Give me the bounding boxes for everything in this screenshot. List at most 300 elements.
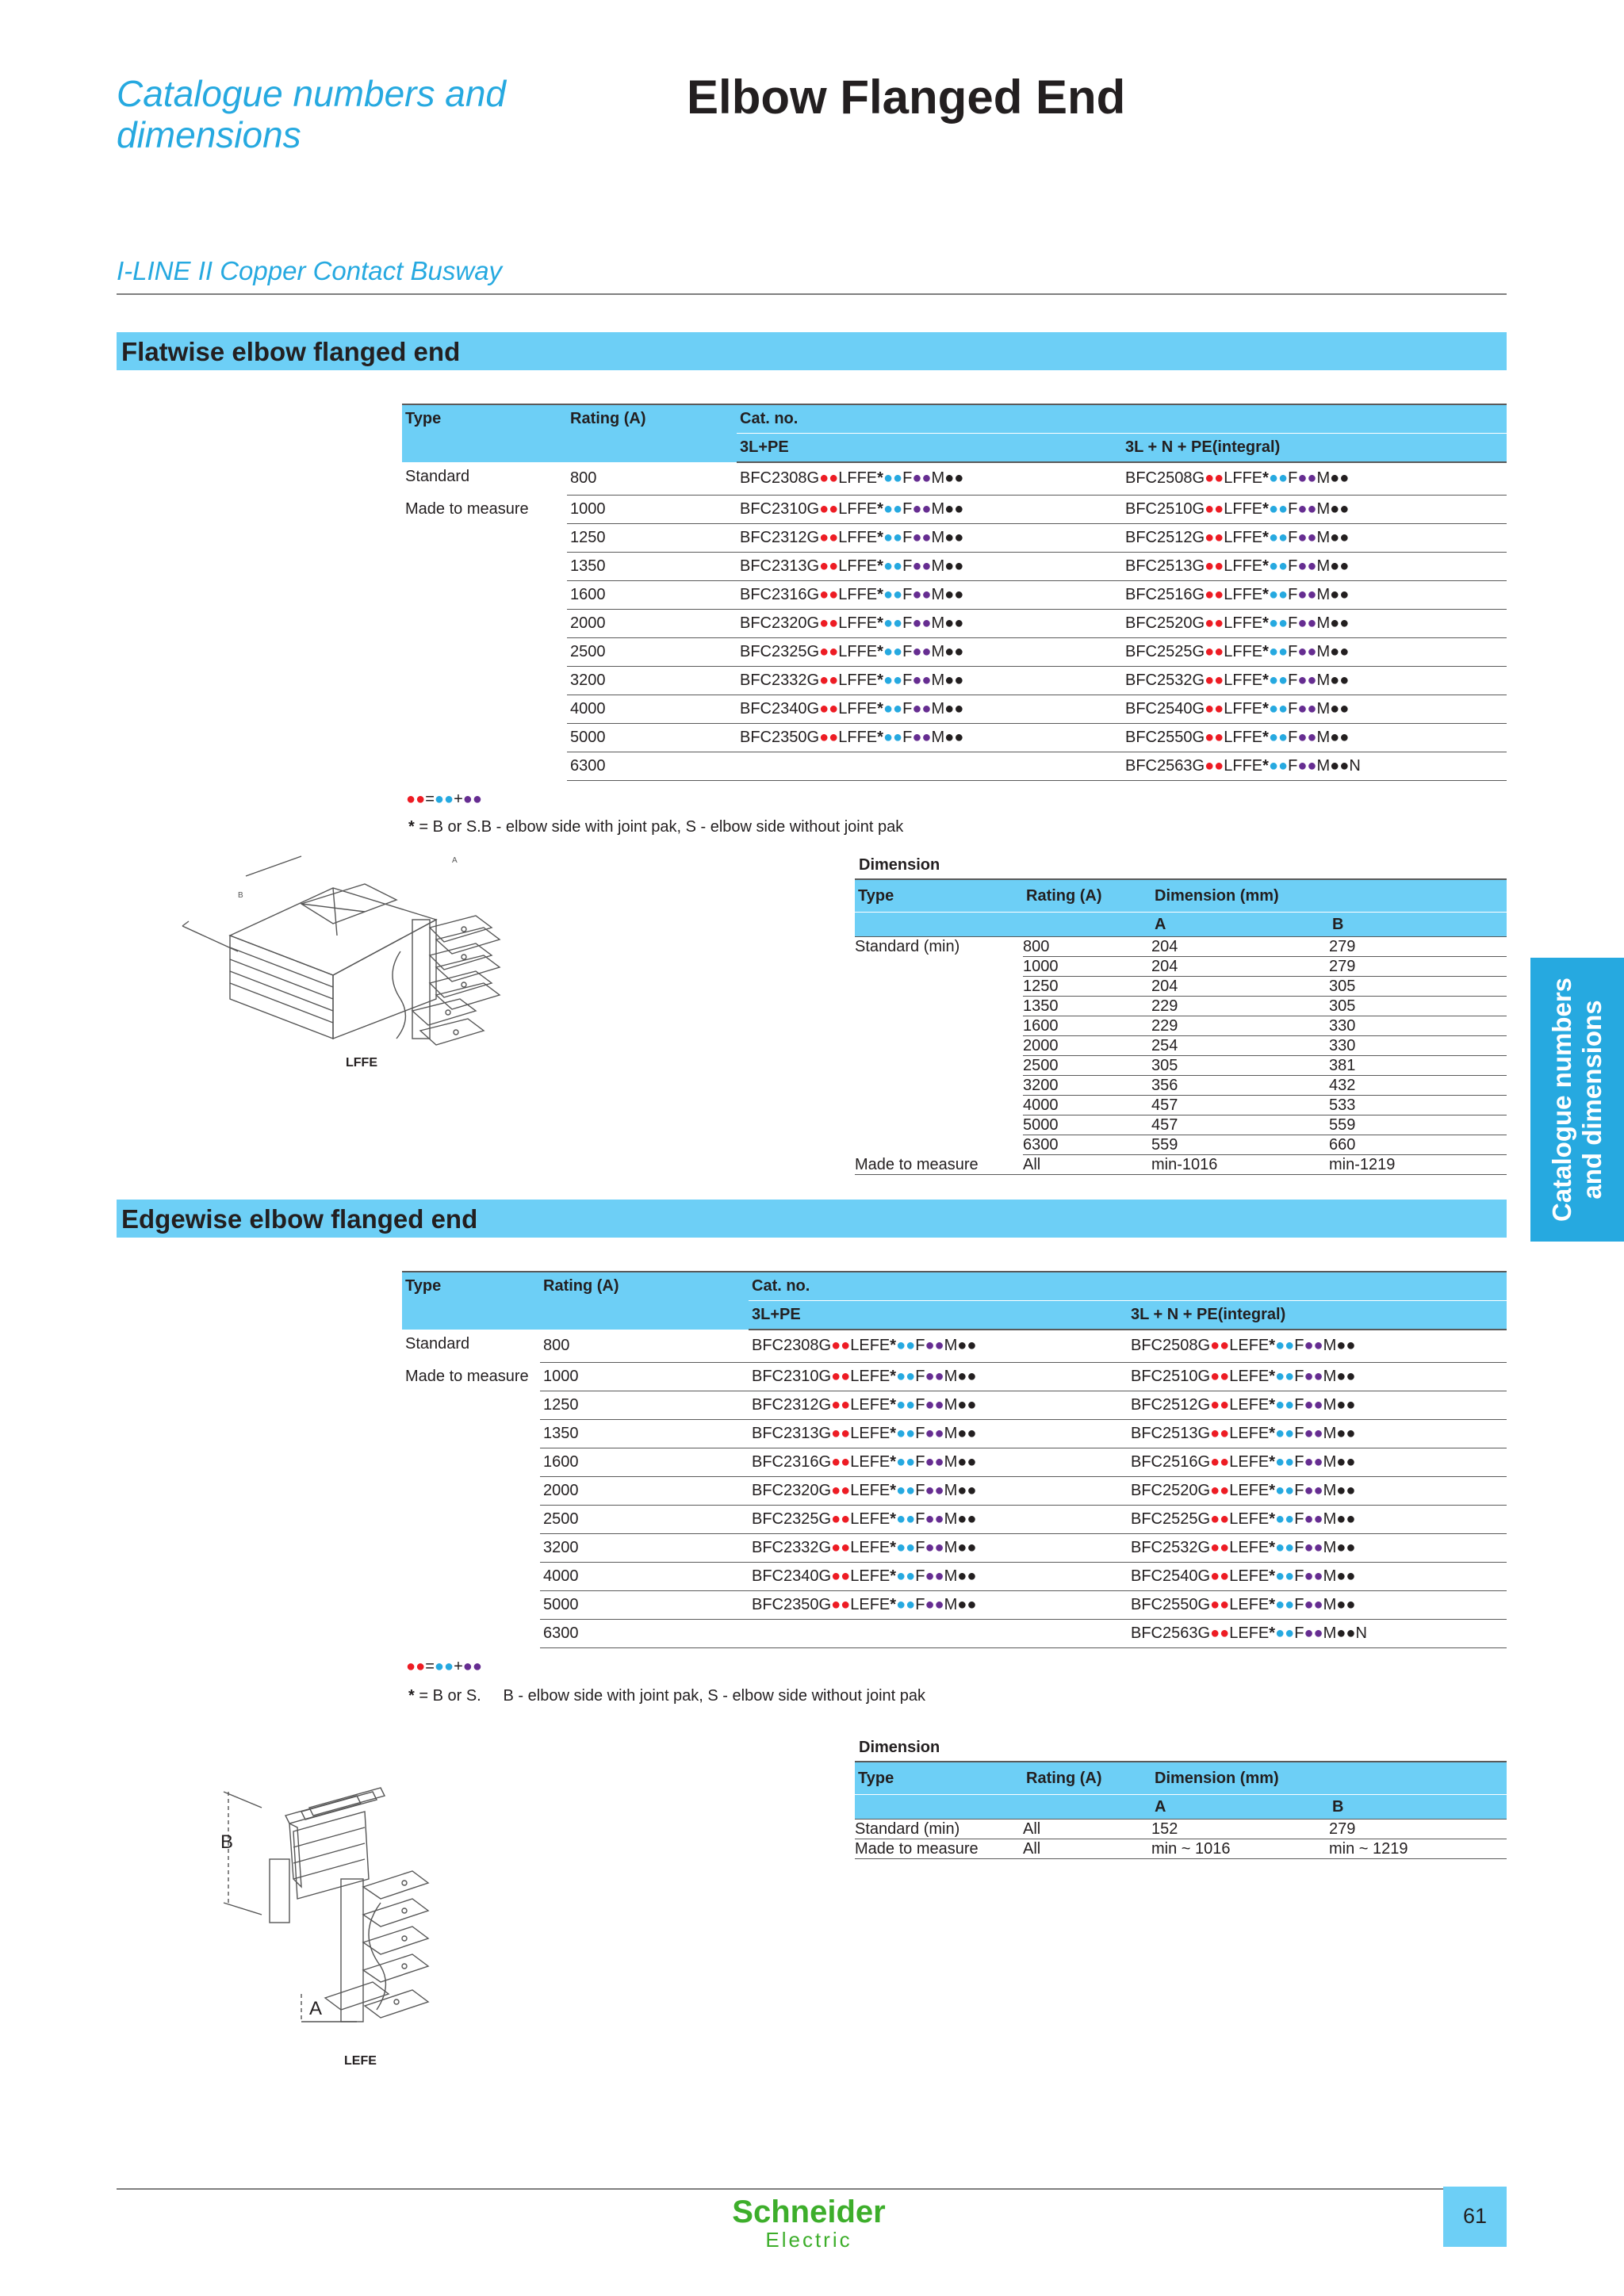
cat-prefix: BFC2563G xyxy=(1125,756,1205,775)
catalogue-number: BFC2512G●●LFFE*●●F●●M●● xyxy=(1125,528,1350,546)
cat-prefix: BFC2312G xyxy=(752,1395,832,1414)
dim-a: min-1016 xyxy=(1151,1155,1329,1175)
col-catno: Cat. no. xyxy=(749,1272,1507,1301)
table-row xyxy=(402,1419,1507,1448)
dim-rating: 1000 xyxy=(1023,957,1151,977)
dim-b: 381 xyxy=(1329,1056,1507,1076)
catno-3lpe-cell xyxy=(749,1362,1128,1391)
cat-code: LFFE xyxy=(1224,585,1263,603)
dim-b: 660 xyxy=(1329,1135,1507,1155)
col-type: Type xyxy=(402,1272,540,1330)
catno-3lnpe-cell xyxy=(1128,1562,1507,1590)
catno-3lnpe-cell xyxy=(1128,1419,1507,1448)
cat-code: LFFE xyxy=(1224,499,1263,518)
catno-3lnpe-cell xyxy=(1122,523,1507,552)
cat-code: LFFE xyxy=(1224,699,1263,718)
rating-cell: 4000 xyxy=(567,695,737,723)
catno-3lpe-cell xyxy=(737,666,1122,695)
legend-plus: + xyxy=(454,790,463,808)
dim-rating: 1600 xyxy=(1023,1016,1151,1036)
lffe-drawing-icon xyxy=(174,840,523,1078)
catno-3lnpe-cell xyxy=(1122,609,1507,637)
dim-rating: 2000 xyxy=(1023,1036,1151,1056)
catalogue-number: BFC2513G●●LFFE*●●F●●M●● xyxy=(1125,557,1350,575)
dim-col-b: B xyxy=(1329,913,1507,937)
cat-code: LFFE xyxy=(838,499,878,518)
cat-code: LEFE xyxy=(1229,1624,1270,1642)
catalogue-number: BFC2510G●●LEFE*●●F●●M●● xyxy=(1131,1367,1356,1385)
cat-prefix: BFC2308G xyxy=(752,1337,832,1355)
dim-a: 229 xyxy=(1151,1016,1329,1036)
catalogue-number: BFC2313G●●LEFE*●●F●●M●● xyxy=(752,1424,977,1442)
rating-cell: 800 xyxy=(540,1330,749,1362)
catno-3lpe-cell xyxy=(749,1562,1128,1590)
cat-prefix: BFC2310G xyxy=(740,499,820,518)
type-standard: Standard xyxy=(405,1335,470,1353)
dim-rating: 1250 xyxy=(1023,977,1151,997)
side-tab xyxy=(1530,958,1624,1242)
catno-3lnpe-cell xyxy=(1128,1362,1507,1391)
table-row xyxy=(402,1533,1507,1562)
catalogue-number: BFC2325G●●LFFE*●●F●●M●● xyxy=(740,642,964,660)
dim-type: Made to measure xyxy=(855,1839,1023,1859)
flatwise-dimension-caption: Dimension xyxy=(859,856,940,874)
table-row xyxy=(402,1562,1507,1590)
flatwise-dimension-rows xyxy=(855,937,1507,1175)
edgewise-figure-dim-a: A xyxy=(309,1998,323,2019)
catno-3lnpe-cell xyxy=(1128,1590,1507,1619)
edgewise-dimension-table-wrap xyxy=(855,1761,1507,1859)
rating-cell: 1350 xyxy=(540,1419,749,1448)
catno-3lnpe-cell xyxy=(1122,462,1507,495)
cat-code: LFFE xyxy=(1224,671,1263,689)
dim-col-a: A xyxy=(1151,1795,1329,1820)
legend-dots-purple: ● xyxy=(462,1658,473,1675)
dim-a: 152 xyxy=(1151,1820,1329,1839)
catno-3lpe-cell xyxy=(737,552,1122,580)
dim-b: 330 xyxy=(1329,1036,1507,1056)
catno-3lpe-cell xyxy=(737,462,1122,495)
col-catno: Cat. no. xyxy=(737,404,1507,434)
dim-col-type: Type xyxy=(855,1762,1023,1795)
catno-3lnpe-cell xyxy=(1122,723,1507,752)
table-row xyxy=(402,609,1507,637)
rating-cell: 3200 xyxy=(567,666,737,695)
catno-3lnpe-cell xyxy=(1122,495,1507,523)
legend-equals: = xyxy=(425,1658,435,1675)
catno-3lpe-cell xyxy=(737,723,1122,752)
cat-code: LEFE xyxy=(850,1452,891,1471)
cat-code: LFFE xyxy=(838,642,878,660)
col-3lnpe: 3L + N + PE(integral) xyxy=(1128,1301,1507,1330)
cat-code: LFFE xyxy=(1224,528,1263,546)
dim-rating: All xyxy=(1023,1820,1151,1839)
table-row xyxy=(402,523,1507,552)
edgewise-note-text: = B or S. B - elbow side with joint pak, S - elbow side without joint pak xyxy=(419,1687,926,1705)
cat-code: LFFE xyxy=(1224,728,1263,746)
catno-3lpe-cell xyxy=(737,523,1122,552)
edgewise-dot-legend: ●●=●●+●● xyxy=(406,1658,482,1675)
flatwise-heading: Flatwise elbow flanged end xyxy=(121,337,461,366)
legend-plus: + xyxy=(454,1658,463,1675)
catalogue-number: BFC2310G●●LEFE*●●F●●M●● xyxy=(752,1367,977,1385)
catalogue-number: BFC2332G●●LEFE*●●F●●M●● xyxy=(752,1538,977,1556)
dim-b: min ~ 1219 xyxy=(1329,1839,1507,1859)
dim-b: min-1219 xyxy=(1329,1155,1507,1175)
catno-3lnpe-cell xyxy=(1128,1533,1507,1562)
catalogue-number: BFC2550G●●LFFE*●●F●●M●● xyxy=(1125,728,1350,746)
dim-b: 559 xyxy=(1329,1115,1507,1135)
catalogue-number: BFC2520G●●LFFE*●●F●●M●● xyxy=(1125,614,1350,632)
cat-code: LFFE xyxy=(1224,756,1263,775)
cat-prefix: BFC2332G xyxy=(752,1538,832,1556)
dim-col-dimension: Dimension (mm) xyxy=(1151,879,1507,913)
table-row xyxy=(402,1330,1507,1362)
table-row xyxy=(402,580,1507,609)
rating-cell: 5000 xyxy=(567,723,737,752)
catno-3lpe-cell xyxy=(749,1476,1128,1505)
legend-equals: = xyxy=(425,790,435,808)
cat-prefix: BFC2540G xyxy=(1125,699,1205,718)
col-type: Type xyxy=(402,404,567,462)
dim-col-type: Type xyxy=(855,879,1023,913)
cat-prefix: BFC2325G xyxy=(752,1510,832,1528)
product-subtitle: I-LINE II Copper Contact Busway xyxy=(117,256,503,285)
cat-prefix: BFC2313G xyxy=(740,557,820,575)
cat-prefix: BFC2550G xyxy=(1125,728,1205,746)
dim-rating: 800 xyxy=(1023,937,1151,957)
dim-a: 356 xyxy=(1151,1076,1329,1096)
table-row xyxy=(402,1362,1507,1391)
dim-type: Standard (min) xyxy=(855,1820,1023,1839)
cat-prefix: BFC2520G xyxy=(1125,614,1205,632)
cat-prefix: BFC2512G xyxy=(1131,1395,1211,1414)
cat-prefix: BFC2510G xyxy=(1131,1367,1211,1385)
table-row xyxy=(402,723,1507,752)
dim-rating: All xyxy=(1023,1839,1151,1859)
dim-a: 457 xyxy=(1151,1096,1329,1115)
catno-3lpe-cell xyxy=(737,637,1122,666)
cat-prefix: BFC2313G xyxy=(752,1424,832,1442)
rating-cell: 1600 xyxy=(567,580,737,609)
catalogue-number: BFC2510G●●LFFE*●●F●●M●● xyxy=(1125,499,1350,518)
table-row xyxy=(402,1448,1507,1476)
rating-cell: 4000 xyxy=(540,1562,749,1590)
catalogue-number: BFC2563G●●LEFE*●●F●●M●●N xyxy=(1131,1624,1367,1642)
legend-dots-red: ● xyxy=(406,790,416,808)
dim-col-dimension: Dimension (mm) xyxy=(1151,1762,1507,1795)
dim-b: 305 xyxy=(1329,997,1507,1016)
table-row xyxy=(402,1391,1507,1419)
edgewise-dimension-caption: Dimension xyxy=(859,1739,940,1756)
flatwise-heading-bar xyxy=(117,332,1507,370)
cat-prefix: BFC2508G xyxy=(1131,1337,1211,1355)
type-made-to-measure: Made to measure xyxy=(405,1368,529,1385)
catalogue-number: BFC2308G●●LFFE*●●F●●M●● xyxy=(740,469,964,488)
flatwise-note xyxy=(408,818,903,836)
catalogue-number: BFC2332G●●LFFE*●●F●●M●● xyxy=(740,671,964,689)
catno-3lpe-cell xyxy=(737,580,1122,609)
dim-b: 279 xyxy=(1329,937,1507,957)
brand-sub: Electric xyxy=(765,2228,852,2252)
dim-b: 305 xyxy=(1329,977,1507,997)
col-rating: Rating (A) xyxy=(567,404,737,462)
table-row xyxy=(402,462,1507,495)
cat-prefix: BFC2320G xyxy=(740,614,820,632)
catno-3lpe-cell xyxy=(737,695,1122,723)
dim-rating: 1350 xyxy=(1023,997,1151,1016)
cat-code: LEFE xyxy=(850,1538,891,1556)
cat-code: LEFE xyxy=(1229,1510,1270,1528)
rating-cell: 800 xyxy=(567,462,737,495)
edgewise-heading-bar xyxy=(117,1200,1507,1238)
cat-code: LEFE xyxy=(850,1424,891,1442)
table-row xyxy=(855,1820,1507,1839)
catno-3lnpe-cell xyxy=(1128,1391,1507,1419)
cat-prefix: BFC2308G xyxy=(740,469,820,488)
cat-code: LEFE xyxy=(1229,1367,1270,1385)
dim-rating: 5000 xyxy=(1023,1115,1151,1135)
dim-b: 279 xyxy=(1329,957,1507,977)
dim-a: 204 xyxy=(1151,937,1329,957)
table-row xyxy=(402,637,1507,666)
catalogue-number: BFC2516G●●LEFE*●●F●●M●● xyxy=(1131,1452,1356,1471)
edgewise-elbow-drawing xyxy=(214,1784,508,2045)
rating-cell: 1600 xyxy=(540,1448,749,1476)
catalogue-number: BFC2563G●●LFFE*●●F●●M●●N xyxy=(1125,756,1361,775)
catalogue-number: BFC2508G●●LFFE*●●F●●M●● xyxy=(1125,469,1350,488)
cat-prefix: BFC2310G xyxy=(752,1367,832,1385)
table-row xyxy=(402,695,1507,723)
cat-code: LEFE xyxy=(1229,1567,1270,1585)
catalogue-number: BFC2313G●●LFFE*●●F●●M●● xyxy=(740,557,964,575)
catno-3lpe-cell xyxy=(749,1419,1128,1448)
cat-code: LEFE xyxy=(850,1510,891,1528)
dim-rating: 3200 xyxy=(1023,1076,1151,1096)
cat-prefix: BFC2325G xyxy=(740,642,820,660)
catalogue-number: BFC2513G●●LEFE*●●F●●M●● xyxy=(1131,1424,1356,1442)
flatwise-figure-label: LFFE xyxy=(346,1056,377,1070)
dim-a: 457 xyxy=(1151,1115,1329,1135)
edgewise-dimension-rows xyxy=(855,1820,1507,1859)
catno-3lnpe-cell xyxy=(1128,1476,1507,1505)
cat-prefix: BFC2532G xyxy=(1125,671,1205,689)
catalogue-number: BFC2350G●●LEFE*●●F●●M●● xyxy=(752,1595,977,1613)
catalogue-number: BFC2508G●●LEFE*●●F●●M●● xyxy=(1131,1337,1356,1355)
catalogue-number: BFC2325G●●LEFE*●●F●●M●● xyxy=(752,1510,977,1528)
cat-prefix: BFC2316G xyxy=(740,585,820,603)
category-title: Catalogue numbers and dimensions xyxy=(117,73,506,155)
table-row xyxy=(855,1155,1507,1175)
dim-a: 204 xyxy=(1151,957,1329,977)
flatwise-catalogue-table-wrap xyxy=(402,404,1507,781)
cat-prefix: BFC2516G xyxy=(1125,585,1205,603)
table-row xyxy=(402,1505,1507,1533)
cat-prefix: BFC2332G xyxy=(740,671,820,689)
catno-3lpe-cell xyxy=(749,1391,1128,1419)
dim-a: 559 xyxy=(1151,1135,1329,1155)
side-tab-line1: Catalogue numbers xyxy=(1547,977,1576,1223)
catalogue-number: BFC2310G●●LFFE*●●F●●M●● xyxy=(740,499,964,518)
rating-cell: 1250 xyxy=(540,1391,749,1419)
dim-rating: 6300 xyxy=(1023,1135,1151,1155)
edgewise-dimension-table xyxy=(855,1761,1507,1859)
catno-3lpe-cell xyxy=(749,1590,1128,1619)
cat-code: LEFE xyxy=(850,1567,891,1585)
dim-rating: All xyxy=(1023,1155,1151,1175)
rating-cell: 6300 xyxy=(540,1619,749,1647)
table-row xyxy=(402,552,1507,580)
catalogue-number: BFC2350G●●LFFE*●●F●●M●● xyxy=(740,728,964,746)
cat-prefix: BFC2350G xyxy=(752,1595,832,1613)
rating-cell: 6300 xyxy=(567,752,737,780)
page-number: 61 xyxy=(1462,2204,1488,2228)
catalogue-number: BFC2520G●●LEFE*●●F●●M●● xyxy=(1131,1481,1356,1499)
legend-dots-blue: ● xyxy=(434,1658,444,1675)
table-row xyxy=(402,666,1507,695)
cat-prefix: BFC2513G xyxy=(1125,557,1205,575)
cat-code: LEFE xyxy=(1229,1452,1270,1471)
catno-3lnpe-cell xyxy=(1122,752,1507,780)
flatwise-dot-legend: ●●=●●+●● xyxy=(406,790,482,808)
col-3lpe: 3L+PE xyxy=(749,1301,1128,1330)
flatwise-rows xyxy=(402,462,1507,780)
catno-3lpe-cell xyxy=(749,1619,1128,1647)
catno-3lpe-cell xyxy=(737,495,1122,523)
cat-code: LEFE xyxy=(1229,1337,1270,1355)
catalogue-number: BFC2532G●●LEFE*●●F●●M●● xyxy=(1131,1538,1356,1556)
legend-dots-purple: ● xyxy=(462,790,473,808)
type-standard: Standard xyxy=(405,468,470,485)
cat-prefix: BFC2340G xyxy=(752,1567,832,1585)
table-row xyxy=(402,752,1507,780)
catalogue-number: BFC2308G●●LEFE*●●F●●M●● xyxy=(752,1337,977,1355)
rating-cell: 2000 xyxy=(567,609,737,637)
catalogue-number: BFC2550G●●LEFE*●●F●●M●● xyxy=(1131,1595,1356,1613)
cat-code: LEFE xyxy=(850,1595,891,1613)
catalogue-number: BFC2316G●●LFFE*●●F●●M●● xyxy=(740,585,964,603)
table-row xyxy=(402,1590,1507,1619)
catno-3lnpe-cell xyxy=(1122,695,1507,723)
cat-prefix: BFC2563G xyxy=(1131,1624,1211,1642)
svg-text:B: B xyxy=(238,891,243,900)
cat-code: LEFE xyxy=(850,1367,891,1385)
flatwise-dimension-table xyxy=(855,878,1507,1175)
cat-code: LEFE xyxy=(850,1395,891,1414)
catno-3lpe-cell xyxy=(749,1533,1128,1562)
table-row xyxy=(855,1839,1507,1859)
catno-3lnpe-cell xyxy=(1122,552,1507,580)
cat-code: LFFE xyxy=(838,699,878,718)
catno-3lnpe-cell xyxy=(1128,1448,1507,1476)
brand-name: Schneider xyxy=(732,2195,886,2229)
dim-b: 279 xyxy=(1329,1820,1507,1839)
note-star: * xyxy=(408,1687,415,1705)
edgewise-heading: Edgewise elbow flanged end xyxy=(121,1204,478,1234)
rating-cell: 2000 xyxy=(540,1476,749,1505)
cat-code: LEFE xyxy=(1229,1538,1270,1556)
cat-prefix: BFC2510G xyxy=(1125,499,1205,518)
flatwise-elbow-drawing xyxy=(174,840,523,1078)
cat-code: LFFE xyxy=(838,585,878,603)
cat-prefix: BFC2340G xyxy=(740,699,820,718)
lefe-drawing-icon xyxy=(214,1784,508,2045)
cat-code: LFFE xyxy=(1224,642,1263,660)
edgewise-figure-dim-b: B xyxy=(220,1831,234,1853)
col-3lnpe: 3L + N + PE(integral) xyxy=(1122,434,1507,463)
legend-dots-red: ● xyxy=(406,1658,416,1675)
cat-code: LEFE xyxy=(850,1481,891,1499)
cat-prefix: BFC2550G xyxy=(1131,1595,1211,1613)
cat-code: LFFE xyxy=(1224,614,1263,632)
note-star: * xyxy=(408,818,415,836)
table-row xyxy=(402,495,1507,523)
catalogue-number: BFC2340G●●LFFE*●●F●●M●● xyxy=(740,699,964,718)
catno-3lpe-cell xyxy=(749,1448,1128,1476)
catno-3lpe-cell xyxy=(737,609,1122,637)
dim-col-rating: Rating (A) xyxy=(1023,879,1151,913)
dim-b: 533 xyxy=(1329,1096,1507,1115)
table-row xyxy=(402,1476,1507,1505)
catalogue-number: BFC2340G●●LEFE*●●F●●M●● xyxy=(752,1567,977,1585)
cat-prefix: BFC2540G xyxy=(1131,1567,1211,1585)
catno-3lnpe-cell xyxy=(1122,666,1507,695)
cat-code: LEFE xyxy=(1229,1424,1270,1442)
catno-3lpe-cell xyxy=(749,1330,1128,1362)
cat-code: LEFE xyxy=(850,1337,891,1355)
catalogue-number: BFC2512G●●LEFE*●●F●●M●● xyxy=(1131,1395,1356,1414)
dim-a: 204 xyxy=(1151,977,1329,997)
table-row xyxy=(855,937,1507,957)
cat-prefix: BFC2520G xyxy=(1131,1481,1211,1499)
catalogue-number: BFC2320G●●LEFE*●●F●●M●● xyxy=(752,1481,977,1499)
rating-cell: 2500 xyxy=(567,637,737,666)
dim-rating: 2500 xyxy=(1023,1056,1151,1076)
cat-code: LFFE xyxy=(838,671,878,689)
dim-a: 229 xyxy=(1151,997,1329,1016)
col-rating: Rating (A) xyxy=(540,1272,749,1330)
rating-cell: 1350 xyxy=(567,552,737,580)
edgewise-catalogue-table xyxy=(402,1271,1507,1648)
col-3lpe: 3L+PE xyxy=(737,434,1122,463)
rating-cell: 1000 xyxy=(567,495,737,523)
dim-col-b: B xyxy=(1329,1795,1507,1820)
schneider-logo xyxy=(730,2195,888,2250)
rating-cell: 2500 xyxy=(540,1505,749,1533)
catno-3lnpe-cell xyxy=(1122,637,1507,666)
dim-type-mtm: Made to measure xyxy=(855,1155,1023,1175)
cat-code: LFFE xyxy=(838,614,878,632)
edgewise-rows xyxy=(402,1330,1507,1647)
flatwise-catalogue-table xyxy=(402,404,1507,781)
cat-prefix: BFC2525G xyxy=(1125,642,1205,660)
cat-code: LEFE xyxy=(1229,1595,1270,1613)
page-title: Elbow Flanged End xyxy=(687,71,1126,124)
catalogue-number: BFC2540G●●LEFE*●●F●●M●● xyxy=(1131,1567,1356,1585)
cat-code: LEFE xyxy=(1229,1481,1270,1499)
catalogue-number: BFC2532G●●LFFE*●●F●●M●● xyxy=(1125,671,1350,689)
catalogue-number: BFC2320G●●LFFE*●●F●●M●● xyxy=(740,614,964,632)
catno-3lnpe-cell xyxy=(1122,580,1507,609)
catalogue-number: BFC2516G●●LFFE*●●F●●M●● xyxy=(1125,585,1350,603)
cat-prefix: BFC2532G xyxy=(1131,1538,1211,1556)
cat-code: LFFE xyxy=(838,728,878,746)
dim-type-standard: Standard (min) xyxy=(855,938,960,955)
rating-cell: 1000 xyxy=(540,1362,749,1391)
catalogue-number: BFC2525G●●LEFE*●●F●●M●● xyxy=(1131,1510,1356,1528)
catalogue-number: BFC2312G●●LEFE*●●F●●M●● xyxy=(752,1395,977,1414)
cat-prefix: BFC2525G xyxy=(1131,1510,1211,1528)
